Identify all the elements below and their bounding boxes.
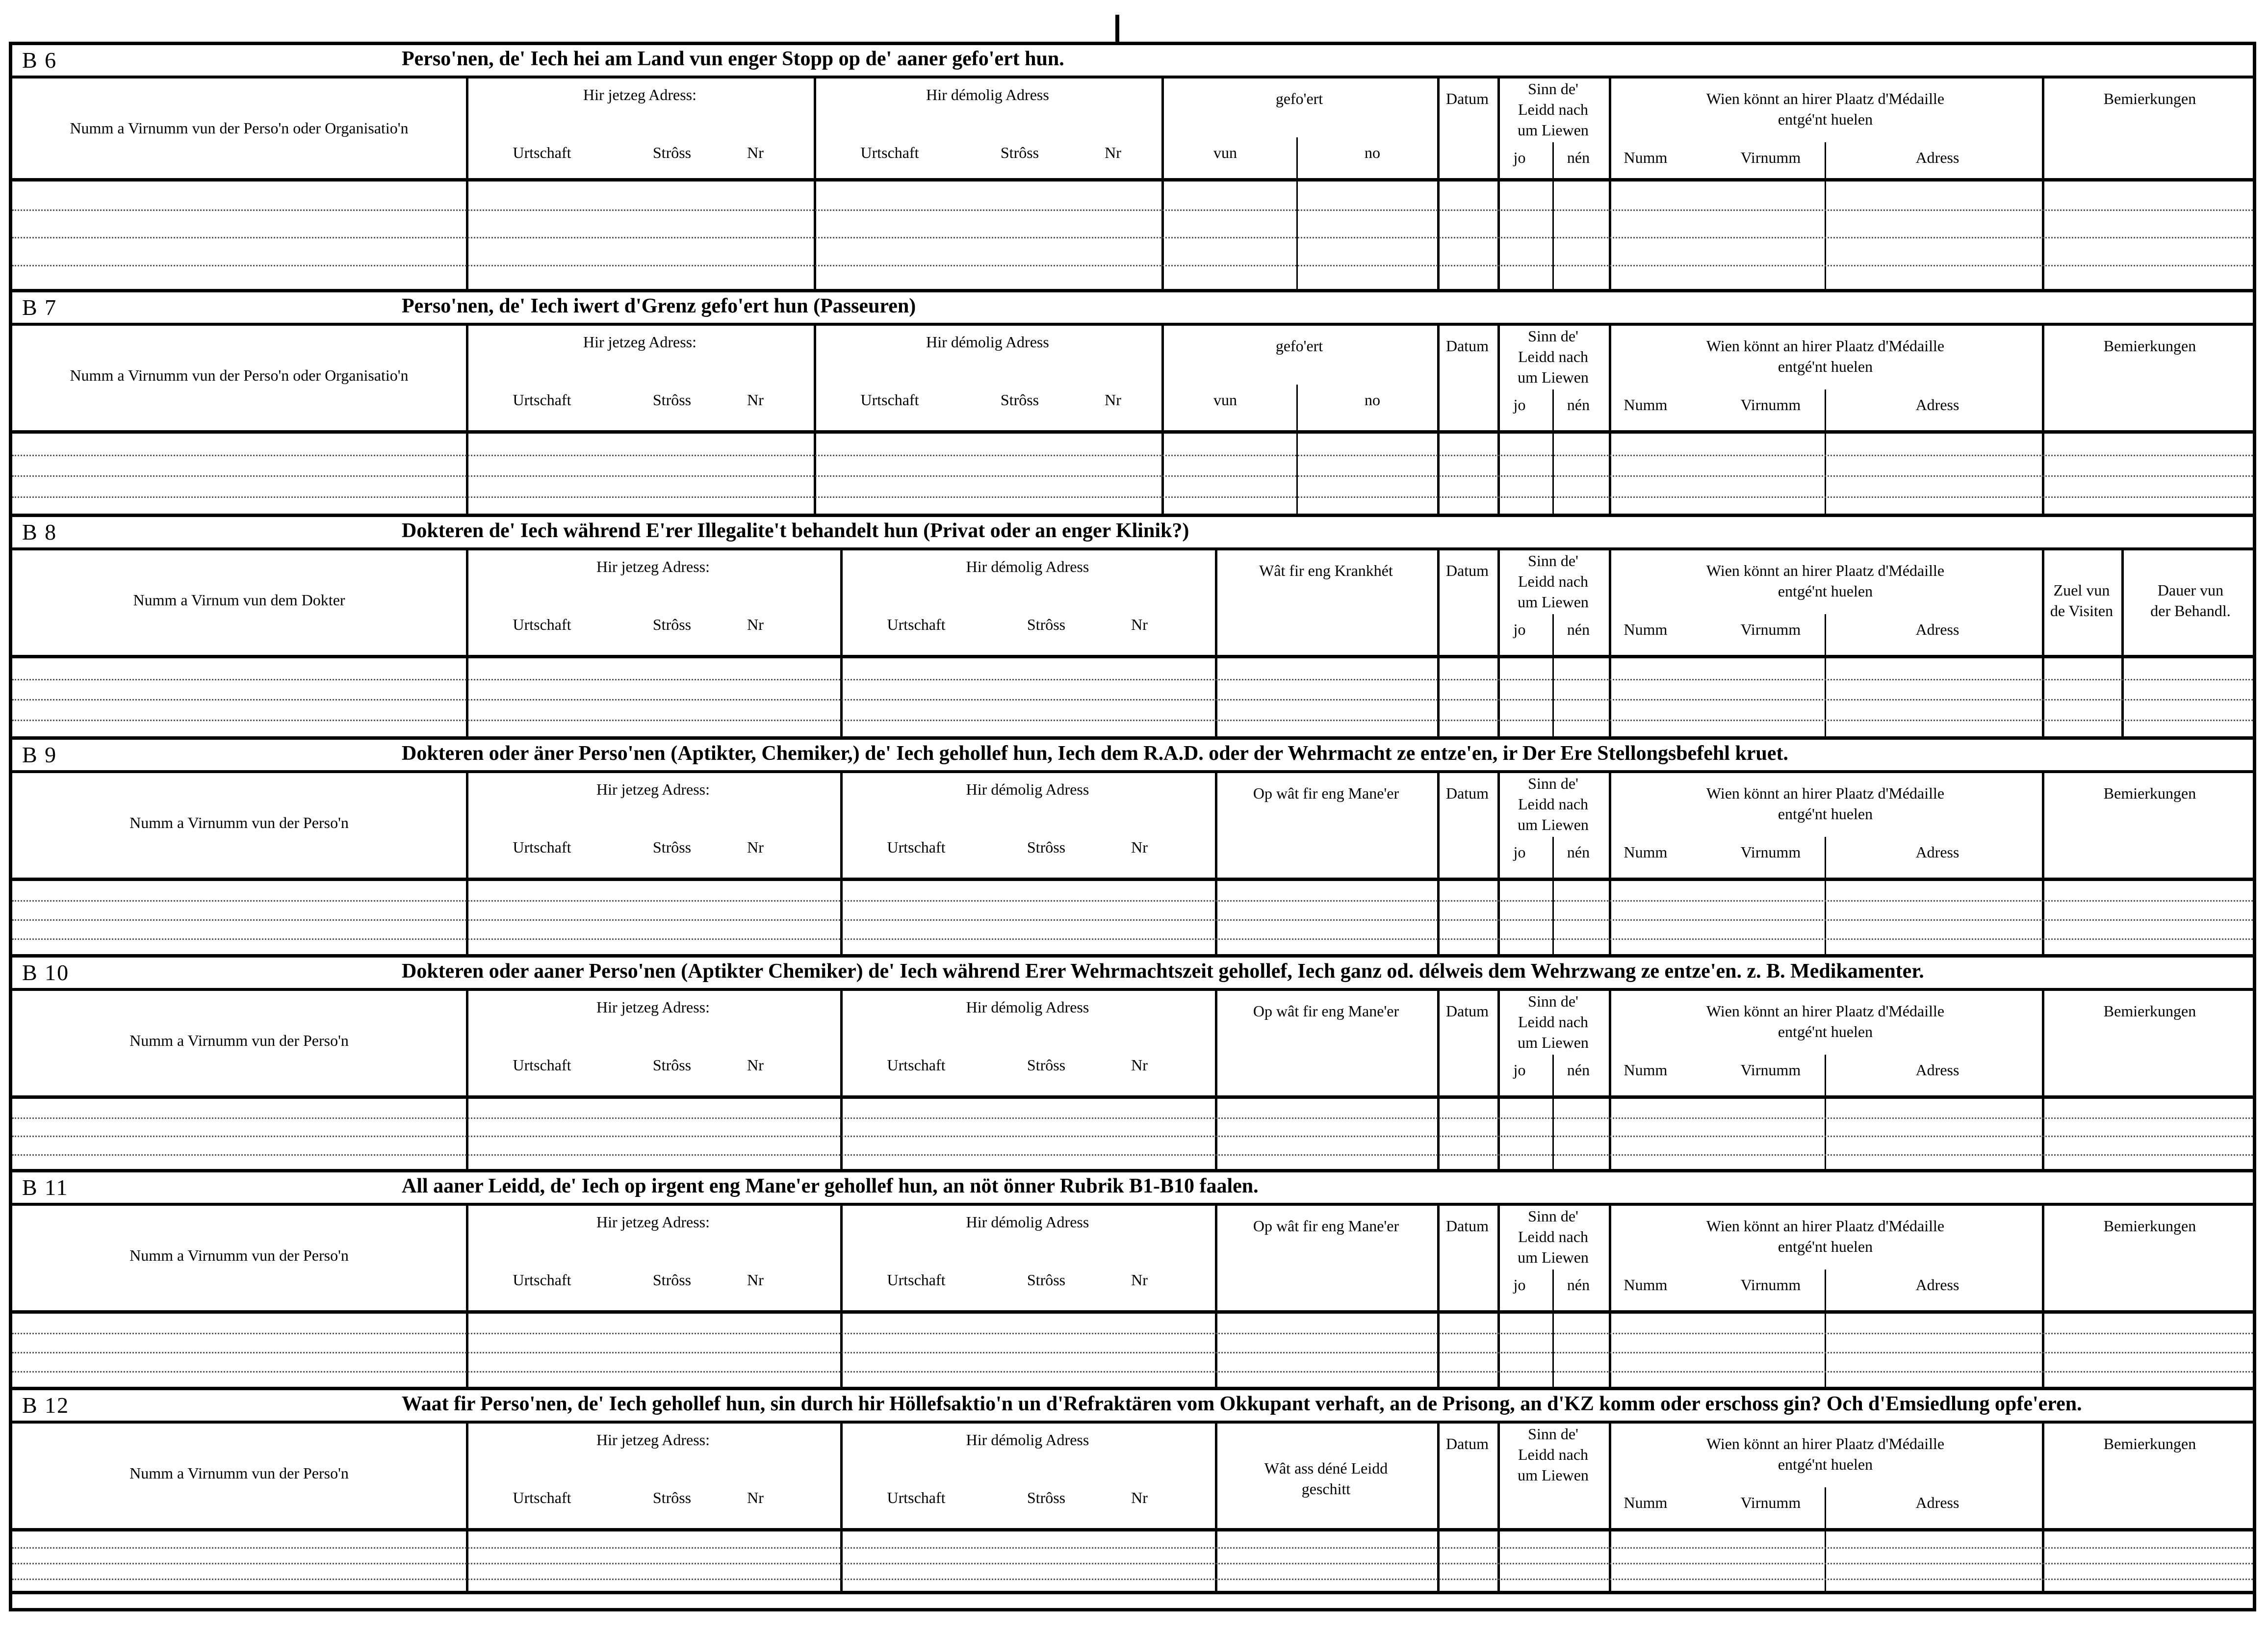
column-divider: [1497, 182, 1500, 289]
manner-header: Op wât fir eng Mane'er: [1253, 1217, 1399, 1235]
medal-surname-header: Numm: [1624, 1494, 1668, 1511]
current-address-header: Hir jetzeg Adress:: [596, 998, 710, 1016]
locality-header: Urtschaft: [887, 616, 946, 633]
former-address-header: Hir démolig Adress: [966, 558, 1089, 575]
yes-header: jo: [1513, 621, 1526, 638]
former-address-header: Hir démolig Adress: [926, 333, 1049, 351]
dotted-entry-line: [12, 1154, 2253, 1156]
column-divider: [1609, 658, 1611, 736]
column-divider: [2042, 1314, 2044, 1387]
column-divider: [1497, 1531, 1500, 1591]
medal-address-header: Adress: [1915, 843, 1959, 861]
sense-header-line3: um Liewen: [1518, 368, 1589, 386]
duration-header-line1: Dauer vun: [2157, 581, 2224, 599]
medal-surname-header: Numm: [1624, 149, 1668, 166]
name-column-header: Numm a Virnumm vun der Perso'n oder Organisatio'n: [70, 366, 409, 384]
medal-header-line2: entgé'nt huelen: [1778, 1238, 1873, 1255]
street-header: Strôss: [1000, 144, 1039, 161]
medal-address-header: Adress: [1915, 1276, 1959, 1294]
former-address-header: Hir démolig Adress: [926, 86, 1049, 104]
medal-firstname-header: Virnumm: [1740, 1494, 1801, 1511]
column-divider: [1609, 1531, 1611, 1591]
remarks-header: Bemierkungen: [2103, 784, 2196, 802]
date-header: Datum: [1445, 337, 1489, 355]
section-title-bar: [12, 517, 2253, 550]
sense-header-line1: Sinn de': [1528, 775, 1578, 792]
medal-surname-header: Numm: [1624, 843, 1668, 861]
section-header-row: [12, 326, 2253, 434]
number-header: Nr: [1131, 838, 1148, 856]
medal-surname-header: Numm: [1624, 1276, 1668, 1294]
column-divider: [1437, 434, 1440, 514]
column-divider: [1609, 881, 1611, 954]
section-title-bar: [12, 740, 2253, 773]
column-divider: [1609, 182, 1611, 289]
locality-header: Urtschaft: [513, 1056, 571, 1074]
section-title: Dokteren oder aaner Perso'nen (Aptikter Chemiker) de' Iech während Erer Wehrmachtszeit gehollef, Iech ganz od. délweis dem Wehrzwang ze entze'en. z. B. Medikamenter.: [402, 960, 1924, 983]
sense-header-line1: Sinn de': [1528, 80, 1578, 98]
column-divider: [1161, 182, 1164, 289]
questionnaire-form: [9, 42, 2256, 1611]
medal-surname-header: Numm: [1624, 1061, 1668, 1079]
sense-header-line2: Leidd nach: [1518, 572, 1589, 590]
section-header-row: [12, 773, 2253, 881]
dotted-entry-line: [12, 900, 2253, 902]
street-header: Strôss: [1027, 838, 1066, 856]
sense-header-line3: um Liewen: [1518, 121, 1589, 139]
medal-header-line2: entgé'nt huelen: [1778, 805, 1873, 823]
number-header: Nr: [1131, 1271, 1148, 1289]
date-header: Datum: [1445, 1217, 1489, 1235]
column-divider: [466, 182, 468, 289]
yes-header: jo: [1513, 149, 1526, 166]
column-divider: [2042, 881, 2044, 954]
street-header: Strôss: [1000, 391, 1039, 409]
column-divider: [2121, 658, 2124, 736]
former-address-header: Hir démolig Adress: [966, 1213, 1089, 1231]
street-header: Strôss: [652, 144, 692, 161]
medal-address-header: Adress: [1915, 1494, 1959, 1511]
no-header: nén: [1567, 1276, 1590, 1294]
dotted-entry-line: [12, 679, 2253, 680]
street-header: Strôss: [652, 391, 692, 409]
section-title: Perso'nen, de' Iech hei am Land vun enger Stopp op de' aaner gefo'ert hun.: [402, 48, 1064, 70]
column-divider: [1215, 881, 1217, 954]
dotted-entry-line: [12, 265, 2253, 266]
column-divider: [840, 1531, 843, 1591]
from-header: vun: [1213, 144, 1237, 161]
section-code: B 6: [22, 48, 57, 73]
sense-header-line3: um Liewen: [1518, 816, 1589, 833]
section-title: All aaner Leidd, de' Iech op irgent eng Mane'er gehollef hun, an nöt önner Rubrik B1-B10 faalen.: [402, 1175, 1259, 1197]
medal-header-line2: entgé'nt huelen: [1778, 1023, 1873, 1040]
current-address-header: Hir jetzeg Adress:: [583, 86, 697, 104]
section-title-bar: [12, 45, 2253, 78]
column-divider: [2042, 434, 2044, 514]
name-column-header: Numm a Virnumm vun der Perso'n: [129, 1032, 349, 1049]
driven-header: gefo'ert: [1275, 90, 1323, 107]
column-divider: [1437, 881, 1440, 954]
column-divider: [466, 1531, 468, 1591]
yes-header: jo: [1513, 396, 1526, 414]
dotted-entry-line: [12, 237, 2253, 238]
from-header: vun: [1213, 391, 1237, 409]
sense-header-line2: Leidd nach: [1518, 348, 1589, 365]
no-header: nén: [1567, 621, 1590, 638]
column-divider: [2042, 1099, 2044, 1169]
date-header: Datum: [1445, 1435, 1489, 1452]
column-divider: [1215, 1531, 1217, 1591]
dotted-entry-line: [12, 475, 2253, 477]
column-divider: [1497, 881, 1500, 954]
number-header: Nr: [1131, 1489, 1148, 1506]
dotted-entry-line: [12, 1117, 2253, 1119]
street-header: Strôss: [652, 1489, 692, 1506]
yes-no-divider: [1552, 389, 1554, 434]
date-header: Datum: [1445, 1002, 1489, 1020]
number-header: Nr: [747, 1489, 764, 1506]
medal-surname-header: Numm: [1624, 621, 1668, 638]
section-header-row: [12, 78, 2253, 182]
medal-header-line2: entgé'nt huelen: [1778, 110, 1873, 128]
medal-firstname-header: Virnumm: [1740, 621, 1801, 638]
column-divider: [840, 1099, 843, 1169]
medal-firstname-header: Virnumm: [1740, 1276, 1801, 1294]
section-code: B 11: [22, 1175, 69, 1200]
column-divider: [2042, 1531, 2044, 1591]
number-header: Nr: [747, 1271, 764, 1289]
locality-header: Urtschaft: [513, 838, 571, 856]
medal-divider: [1825, 142, 1826, 182]
section-title: Dokteren de' Iech während E'rer Illegalite't behandelt hun (Privat oder an enger Klinik?): [402, 519, 1189, 542]
name-column-header: Numm a Virnumm vun der Perso'n: [129, 814, 349, 831]
column-divider: [840, 881, 843, 954]
name-column-header: Numm a Virnumm vun der Perso'n oder Organisatio'n: [70, 119, 409, 137]
former-address-header: Hir démolig Adress: [966, 998, 1089, 1016]
locality-header: Urtschaft: [887, 1271, 946, 1289]
no-header: nén: [1567, 843, 1590, 861]
driven-header: gefo'ert: [1275, 337, 1323, 355]
section-title-bar: [12, 1172, 2253, 1206]
sense-header-line3: um Liewen: [1518, 1248, 1589, 1266]
number-header: Nr: [1105, 391, 1121, 409]
section-title: Waat fir Perso'nen, de' Iech gehollef hun, sin durch hir Höllefsaktio'n un d'Refraktären vom Okkupant verhaft, an de Prisong, an d'KZ komm oder erschoss gin? Och d'Emsiedlung opfe'eren.: [402, 1393, 2082, 1415]
number-header: Nr: [1131, 1056, 1148, 1074]
dotted-entry-line: [12, 1333, 2253, 1334]
yes-header: jo: [1513, 1061, 1526, 1079]
column-divider: [1497, 434, 1500, 514]
street-header: Strôss: [652, 616, 692, 633]
column-divider: [1437, 1099, 1440, 1169]
section-title-bar: [12, 1390, 2253, 1424]
section-code: B 9: [22, 742, 57, 767]
name-column-header: Numm a Virnum vun dem Dokter: [133, 591, 345, 609]
street-header: Strôss: [1027, 616, 1066, 633]
dotted-entry-line: [12, 1579, 2253, 1580]
locality-header: Urtschaft: [513, 144, 571, 161]
medal-divider: [1825, 1270, 1826, 1314]
section-data-row[interactable]: [12, 182, 2253, 292]
to-header: no: [1365, 144, 1380, 161]
visits-header-line1: Zuel vun: [2053, 581, 2110, 599]
dotted-entry-line: [12, 496, 2253, 498]
dotted-entry-line: [12, 1547, 2253, 1549]
illness-header: Wât fir eng Krankhét: [1259, 562, 1393, 579]
current-address-header: Hir jetzeg Adress:: [596, 1213, 710, 1231]
sense-header-line3: um Liewen: [1518, 593, 1589, 611]
dotted-entry-line: [12, 1136, 2253, 1137]
yes-no-divider: [1552, 1055, 1554, 1099]
street-header: Strôss: [652, 1056, 692, 1074]
number-header: Nr: [1131, 616, 1148, 633]
column-divider: [1215, 658, 1217, 736]
no-header: nén: [1567, 149, 1590, 166]
number-header: Nr: [747, 838, 764, 856]
section-data-row[interactable]: [12, 1099, 2253, 1172]
medal-header-line2: entgé'nt huelen: [1778, 358, 1873, 375]
dotted-entry-line: [12, 1371, 2253, 1373]
locality-header: Urtschaft: [860, 144, 919, 161]
medal-header-line1: Wien könnt an hirer Plaatz d'Médaille: [1706, 1435, 1945, 1452]
column-divider: [466, 658, 468, 736]
section-data-row[interactable]: [12, 434, 2253, 517]
dotted-entry-line: [12, 699, 2253, 700]
column-divider: [466, 1099, 468, 1169]
column-divider: [1609, 1314, 1611, 1387]
section-code: B 10: [22, 960, 70, 985]
column-divider: [1437, 1314, 1440, 1387]
section-data-row[interactable]: [12, 881, 2253, 958]
dotted-entry-line: [12, 938, 2253, 940]
locality-header: Urtschaft: [860, 391, 919, 409]
column-divider: [840, 658, 843, 736]
sense-header-line2: Leidd nach: [1518, 1446, 1589, 1463]
duration-header-line2: der Behandl.: [2150, 602, 2231, 620]
column-divider: [1161, 434, 1164, 514]
sense-header-line1: Sinn de': [1528, 992, 1578, 1010]
medal-address-header: Adress: [1915, 1061, 1959, 1079]
yes-header: jo: [1513, 1276, 1526, 1294]
section-code: B 12: [22, 1393, 70, 1418]
medal-address-header: Adress: [1915, 396, 1959, 414]
former-address-header: Hir démolig Adress: [966, 1431, 1089, 1449]
column-divider: [2042, 182, 2044, 289]
former-address-header: Hir démolig Adress: [966, 780, 1089, 798]
remarks-header: Bemierkungen: [2103, 90, 2196, 107]
street-header: Strôss: [1027, 1056, 1066, 1074]
remarks-header: Bemierkungen: [2103, 337, 2196, 355]
column-divider: [1215, 1099, 1217, 1169]
sense-header-line1: Sinn de': [1528, 1207, 1578, 1225]
number-header: Nr: [747, 616, 764, 633]
locality-header: Urtschaft: [513, 1489, 571, 1506]
column-divider: [2042, 658, 2044, 736]
section-header-row: [12, 1424, 2253, 1531]
medal-address-header: Adress: [1915, 149, 1959, 166]
number-header: Nr: [747, 1056, 764, 1074]
no-header: nén: [1567, 396, 1590, 414]
medal-surname-header: Numm: [1624, 396, 1668, 414]
medal-firstname-header: Virnumm: [1740, 149, 1801, 166]
section-code: B 8: [22, 519, 57, 545]
medal-header-line2: entgé'nt huelen: [1778, 582, 1873, 600]
current-address-header: Hir jetzeg Adress:: [583, 333, 697, 351]
manner-header: Op wât fir eng Mane'er: [1253, 1002, 1399, 1020]
locality-header: Urtschaft: [887, 838, 946, 856]
medal-divider: [1825, 837, 1826, 881]
date-header: Datum: [1445, 562, 1489, 579]
locality-header: Urtschaft: [513, 616, 571, 633]
sense-header-line2: Leidd nach: [1518, 795, 1589, 813]
section-title: Perso'nen, de' Iech iwert d'Grenz gefo'ert hun (Passeuren): [402, 295, 916, 317]
from-to-divider: [1296, 385, 1298, 434]
sense-header-line1: Sinn de': [1528, 1425, 1578, 1443]
section-title-bar: [12, 292, 2253, 326]
to-header: no: [1365, 391, 1380, 409]
medal-address-header: Adress: [1915, 621, 1959, 638]
medal-firstname-header: Virnumm: [1740, 843, 1801, 861]
dotted-entry-line: [12, 1352, 2253, 1353]
column-divider: [1609, 1099, 1611, 1169]
sense-header-line2: Leidd nach: [1518, 1228, 1589, 1245]
medal-firstname-header: Virnumm: [1740, 1061, 1801, 1079]
medal-divider: [1825, 389, 1826, 434]
sense-header-line2: Leidd nach: [1518, 101, 1589, 118]
street-header: Strôss: [652, 1271, 692, 1289]
section-data-row[interactable]: [12, 1314, 2253, 1390]
column-divider: [1437, 1531, 1440, 1591]
column-divider: [814, 182, 816, 289]
yes-header: jo: [1513, 843, 1526, 861]
dotted-entry-line: [12, 919, 2253, 921]
name-column-header: Numm a Virnumm vun der Perso'n: [129, 1246, 349, 1264]
locality-header: Urtschaft: [513, 1271, 571, 1289]
yes-no-divider: [1552, 614, 1554, 658]
number-header: Nr: [747, 391, 764, 409]
medal-header-line1: Wien könnt an hirer Plaatz d'Médaille: [1706, 90, 1945, 107]
column-divider: [1497, 658, 1500, 736]
medal-divider: [1825, 1055, 1826, 1099]
section-title: Dokteren oder äner Perso'nen (Aptikter, Chemiker,) de' Iech gehollef hun, Iech dem R.A.D. oder der Wehrmacht ze entze'en, ir Der Ere Stellongsbefehl kruet.: [402, 742, 1788, 765]
locality-header: Urtschaft: [513, 391, 571, 409]
medal-header-line1: Wien könnt an hirer Plaatz d'Médaille: [1706, 784, 1945, 802]
section-header-row: [12, 1206, 2253, 1314]
sense-header-line3: um Liewen: [1518, 1034, 1589, 1051]
section-title-bar: [12, 958, 2253, 991]
manner-header: Op wât fir eng Mane'er: [1253, 784, 1399, 802]
section-header-row: [12, 550, 2253, 658]
current-address-header: Hir jetzeg Adress:: [596, 780, 710, 798]
dotted-entry-line: [12, 1563, 2253, 1564]
sense-header-line3: um Liewen: [1518, 1466, 1589, 1484]
sense-header-line1: Sinn de': [1528, 327, 1578, 345]
number-header: Nr: [1105, 144, 1121, 161]
current-address-header: Hir jetzeg Adress:: [596, 558, 710, 575]
dotted-entry-line: [12, 720, 2253, 721]
current-address-header: Hir jetzeg Adress:: [596, 1431, 710, 1449]
dotted-entry-line: [12, 455, 2253, 456]
medal-header-line1: Wien könnt an hirer Plaatz d'Médaille: [1706, 562, 1945, 579]
remarks-header: Bemierkungen: [2103, 1217, 2196, 1235]
what-happened-header: Wât ass déné Leidd: [1264, 1459, 1388, 1477]
medal-header-line1: Wien könnt an hirer Plaatz d'Médaille: [1706, 1002, 1945, 1020]
what-happened-header-line2: geschitt: [1301, 1480, 1351, 1498]
yes-no-divider: [1552, 837, 1554, 881]
column-divider: [466, 434, 468, 514]
remarks-header: Bemierkungen: [2103, 1002, 2196, 1020]
section-data-row[interactable]: [12, 1531, 2253, 1594]
yes-no-divider: [1552, 1270, 1554, 1314]
section-data-row[interactable]: [12, 658, 2253, 740]
locality-header: Urtschaft: [887, 1056, 946, 1074]
medal-divider: [1825, 614, 1826, 658]
column-divider: [1437, 658, 1440, 736]
street-header: Strôss: [1027, 1271, 1066, 1289]
no-header: nén: [1567, 1061, 1590, 1079]
section-code: B 7: [22, 295, 57, 320]
medal-divider: [1825, 1487, 1826, 1531]
section-header-row: [12, 991, 2253, 1099]
column-divider: [1497, 1314, 1500, 1387]
column-divider: [466, 1314, 468, 1387]
column-divider: [814, 434, 816, 514]
yes-no-divider: [1552, 142, 1554, 182]
locality-header: Urtschaft: [887, 1489, 946, 1506]
from-to-divider: [1296, 137, 1298, 182]
column-divider: [840, 1314, 843, 1387]
date-header: Datum: [1445, 784, 1489, 802]
column-divider: [1609, 434, 1611, 514]
top-tick-mark: [1115, 15, 1119, 42]
column-divider: [1215, 1314, 1217, 1387]
name-column-header: Numm a Virnumm vun der Perso'n: [129, 1464, 349, 1482]
sense-header-line2: Leidd nach: [1518, 1013, 1589, 1031]
visits-header-line2: de Visiten: [2050, 602, 2113, 620]
medal-firstname-header: Virnumm: [1740, 396, 1801, 414]
dotted-entry-line: [12, 209, 2253, 211]
medal-header-line1: Wien könnt an hirer Plaatz d'Médaille: [1706, 1217, 1945, 1235]
medal-header-line2: entgé'nt huelen: [1778, 1455, 1873, 1473]
column-divider: [1437, 182, 1440, 289]
date-header: Datum: [1445, 90, 1489, 107]
column-divider: [466, 881, 468, 954]
number-header: Nr: [747, 144, 764, 161]
sense-header-line1: Sinn de': [1528, 552, 1578, 570]
street-header: Strôss: [652, 838, 692, 856]
street-header: Strôss: [1027, 1489, 1066, 1506]
medal-header-line1: Wien könnt an hirer Plaatz d'Médaille: [1706, 337, 1945, 355]
remarks-header: Bemierkungen: [2103, 1435, 2196, 1452]
column-divider: [1497, 1099, 1500, 1169]
